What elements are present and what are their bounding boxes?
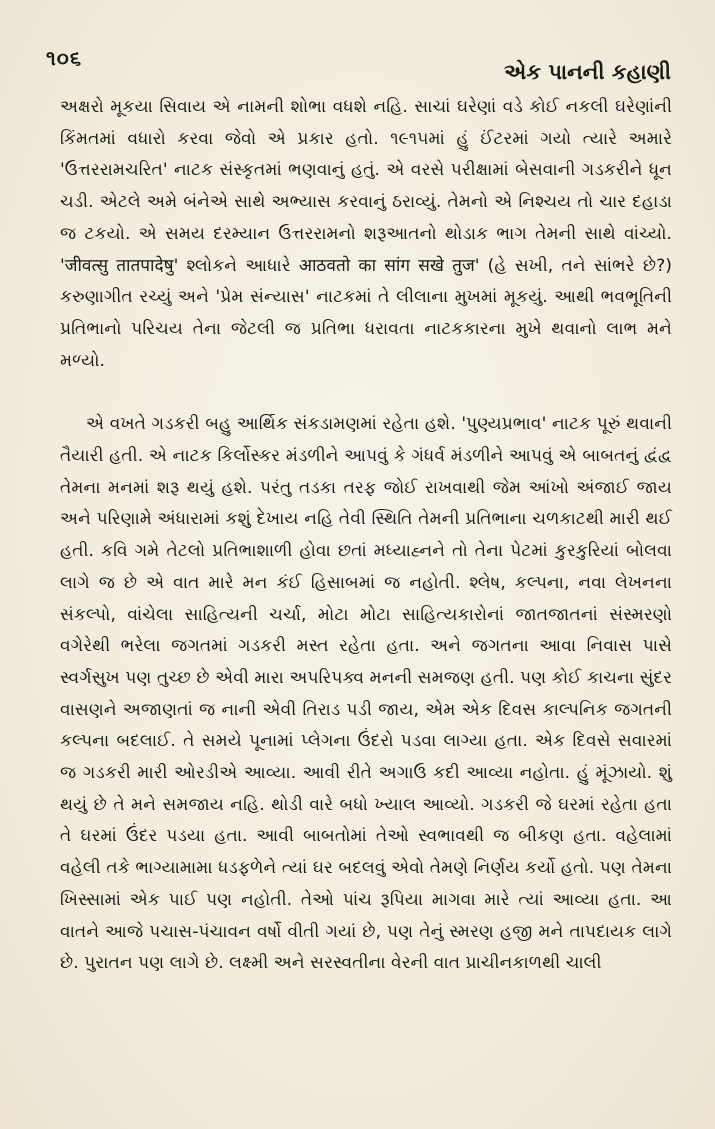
running-title: એક પાનની કહાણી	[504, 60, 671, 84]
page-number: ૧૦૬	[46, 46, 83, 70]
body-text	[60, 92, 672, 980]
paragraph-2: એ વખતે ગડકરી બહુ આર્થિક સંકડામણમાં રહેતા હશે. 'પુણ્યપ્રભાવ' નાટક પૂરું થવાની તૈયારી હતી. એ નાટક કિર્લોસ્કર મંડળીને આપવું કે ગંધર્વ મંડળીને આપવું એ બાબતનું દ્વંદ્વ તેમના મનમાં શરૂ થયું હશે. પરંતુ તડકા તરફ જોઈ રાખવાથી જેમ આંખો અંજાઈ જાય અને પરિણામે અંધારામાં કશું દેખાય નહિ તેવી સ્થિતિ તેમની પ્રતિભાના ચળકાટથી મારી થઈ હતી. કવિ ગમે તેટલો પ્રતિભાશાળી હોવા છતાં મધ્યાહ્નને તો તેના પેટમાં કુરકુરિયાં બોલવા લાગે જ છે એ વાત મારે મન કંઈ હિસાબમાં જ નહોતી. શ્લેષ, કલ્પના, નવા લેખનના સંકલ્પો, વાંચેલા સાહિત્યની ચર્ચા, મોટા મોટા સાહિત્યકારોનાં જાતજાતનાં સંસ્મરણો વગેરેથી ભરેલા જગતમાં ગડકરી મસ્ત રહેતા હતા. અને જગતના આવા નિવાસ પાસે સ્વર્ગસુખ પણ તુચ્છ છે એવી મારા અપરિપક્વ મનની સમજણ હતી. પણ કોઈ કાચના સુંદર વાસણને અજાણતાં જ નાની એવી તિરાડ પડી જાય, એમ એક દિવસ કાલ્પનિક જગતની કલ્પના બદલાઈ. તે સમયે પૂનામાં પ્લેગના ઉંદરો પડવા લાગ્યા હતા. એક દિવસે સવારમાં જ ગડકરી મારી ઓરડીએ આવ્યા. આવી રીતે અગાઉ કદી આવ્યા નહોતા. હું મૂંઝાયો. શું થયું છે તે મને સમજાય નહિ. થોડી વારે બધો ખ્યાલ આવ્યો. ગડકરી જે ઘરમાં રહેતા હતા તે ઘરમાં ઉંદર પડયા હતા. આવી બાબતોમાં તેઓ સ્વભાવથી જ બીકણ હતા. વહેલામાં વહેલી તકે ભાગ્યામામા ધડફળેને ત્યાં ઘર બદલવું એવો તેમણે નિર્ણય કર્યો હતો. પણ તેમના ખિસ્સામાં એક પાઈ પણ નહોતી. તેઓ પાંચ રૂપિયા માગવા મારે ત્યાં આવ્યા હતા. આ વાતને આજે પચાસ-પંચાવન વર્ષો વીતી ગયાં છે, પણ તેનું સ્મરણ હજી મને તાપદાયક લાગે છે. પુરાતન પણ લાગે છે. લક્ષ્મી અને સરસ્વતીના વેરની વાત પ્રાચીનકાળથી ચાલી	[60, 414, 672, 974]
paragraph-1: અક્ષરો મૂકયા સિવાય એ નામની શોભા વધશે નહિ. સાચાં ઘરેણાં વડે કોઈ નકલી ઘરેણાંની કિંમતમાં વધારો કરવા જેવો એ પ્રકાર હતો. ૧૯૧૫માં હું ઈંટરમાં ગયો ત્યારે અમારે 'ઉત્તરરામચરિત' નાટક સંસ્કૃતમાં ભણવાનું હતું. એ વરસે પરીક્ષામાં બેસવાની ગડકરીને ધૂન ચડી. એટલે અમે બંનેએ સાથે અભ્યાસ કરવાનું ઠરાવ્યું. તેમનો એ નિશ્ચય તો ચાર દહાડા જ ટકયો. એ સમય દરમ્યાન ઉત્તરરામનો શરૂઆતનો થોડાક ભાગ તેમની સાથે વાંચ્યો. 'जीवत्सु तातपादेषु' શ્લોકને આધારે आठवतो का सांग सखे तुज' (હે સખી, તને સાંભરે છે?) કરુણાગીત રચ્યું અને 'પ્રેમ સંન્યાસ' નાટકમાં તે લીલાના મુખમાં મૂકયું. આથી ભવભૂતિની પ્રતિભાનો પરિચય તેના જેટલી જ પ્રતિભા ધરાવતા નાટકકારના મુખે થવાનો લાભ મને મળ્યો.	[60, 97, 672, 371]
page-header	[0, 0, 715, 90]
